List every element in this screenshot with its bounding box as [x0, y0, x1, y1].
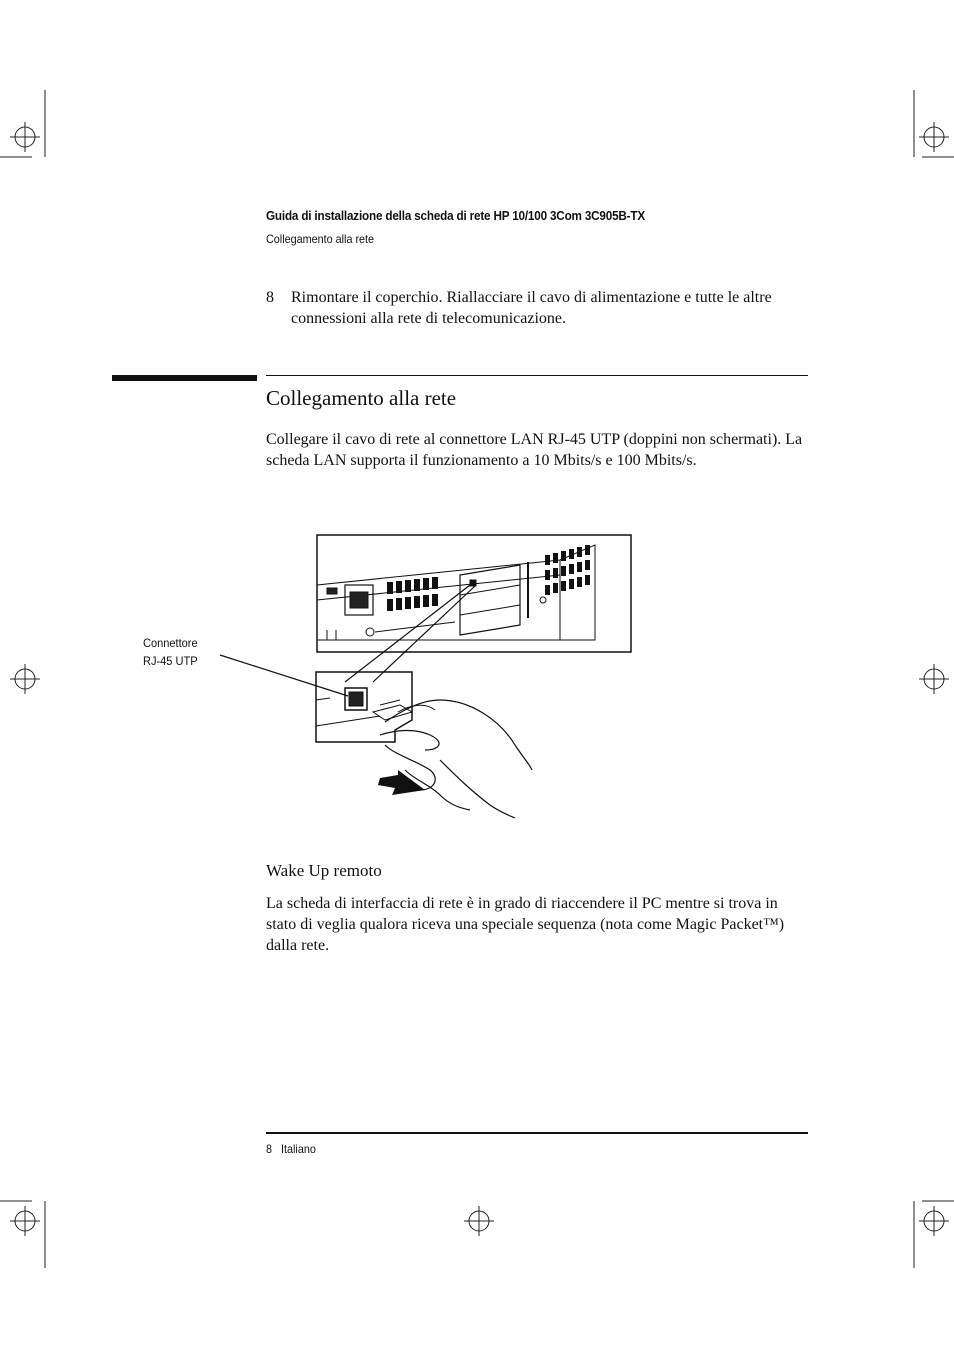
running-subtitle: Collegamento alla rete [266, 232, 375, 246]
figure-callout [143, 634, 198, 670]
callout-line-2: RJ-45 UTP [143, 654, 198, 668]
running-title: Guida di installazione della scheda di rete HP 10/100 3Com 3C905B-TX [266, 208, 645, 223]
page-number: 8 [266, 1142, 273, 1156]
section-paragraph: Collegare il cavo di rete al connettore LAN RJ-45 UTP (doppini non schermati). La scheda LAN supporta il funzionamento a 10 Mbits/s e 100 Mbits/s. [266, 431, 803, 469]
section-title: Collegamento alla rete [266, 386, 457, 410]
footer [266, 1142, 325, 1156]
callout-line-1: Connettore [143, 636, 198, 650]
subsection-title: Wake Up remoto [266, 861, 382, 880]
footer-language: Italiano [281, 1142, 316, 1156]
subsection-paragraph: La scheda di interfaccia di rete è in grado di riaccendere il PC mentre si trova in stato di veglia qualora riceva una speciale sequenza (nota come Magic Packet™) dalla rete. [266, 895, 785, 954]
rj45-port [349, 692, 363, 706]
step-number: 8 [266, 289, 274, 306]
insert-arrow-icon [378, 770, 425, 795]
footer-rule [266, 1132, 808, 1134]
step-text: Rimontare il coperchio. Riallacciare il cavo di alimentazione e tutte le altre connessioni alla rete di telecomunicazione. [291, 289, 772, 327]
